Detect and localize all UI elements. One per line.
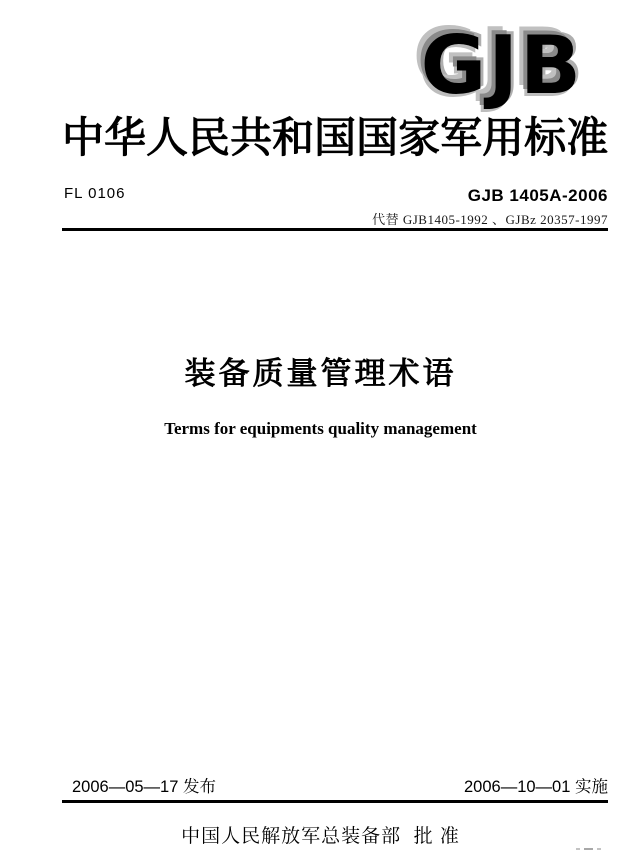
gjb-logo: GJB bbox=[420, 19, 583, 112]
national-standard-heading: 中 华 人 民 共 和 国 国 家 军 用 标 准 bbox=[62, 116, 609, 162]
issue-date: 2006—05—17 发布 bbox=[72, 778, 216, 796]
footer-rule bbox=[62, 800, 608, 803]
replaces-note: 代替 GJB1405-1992 、GJBz 20357-1997 bbox=[372, 212, 608, 227]
document-title-chinese: 装备质量管理术语 bbox=[184, 356, 457, 391]
scan-artifact bbox=[576, 847, 602, 850]
approver-line: 中国人民解放军总装备部 批 准 bbox=[181, 826, 460, 847]
standard-number: GJB 1405A-2006 bbox=[467, 186, 608, 205]
header-rule bbox=[62, 228, 608, 231]
implementation-date: 2006—10—01 实施 bbox=[464, 778, 608, 796]
document-title-english: Terms for equipments quality management bbox=[164, 419, 477, 438]
classification-code: FL 0106 bbox=[64, 185, 126, 202]
